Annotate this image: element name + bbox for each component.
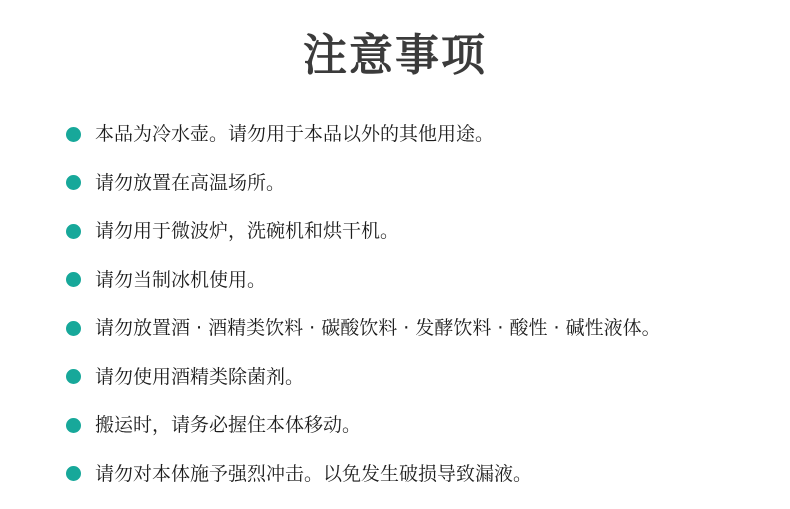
list-item — [66, 353, 780, 402]
notice-text: 请勿放置在高温场所。 — [95, 171, 286, 194]
page-title: 注意事项 — [303, 30, 487, 81]
notice-text: 请勿对本体施予强烈冲击。以免发生破损导致漏液。 — [95, 462, 533, 485]
notice-text: 本品为冷水壶。请勿用于本品以外的其他用途。 — [95, 123, 495, 146]
bullet-icon — [66, 418, 81, 433]
list-item — [66, 207, 780, 256]
bullet-icon — [66, 321, 81, 336]
notice-text: 请勿放置酒 · 酒精类饮料 · 碳酸饮料 · 发酵饮料 · 酸性 · 碱性液体。 — [95, 317, 661, 340]
notice-list — [66, 110, 780, 498]
list-item — [66, 304, 780, 353]
bullet-icon — [66, 272, 81, 287]
list-item — [66, 110, 780, 159]
bullet-icon — [66, 369, 81, 384]
notice-text: 搬运时，请务必握住本体移动。 — [95, 414, 362, 437]
list-item — [66, 256, 780, 305]
bullet-icon — [66, 224, 81, 239]
bullet-icon — [66, 127, 81, 142]
list-item — [66, 159, 780, 208]
list-item — [66, 401, 780, 450]
notice-text: 请勿用于微波炉，洗碗机和烘干机。 — [95, 220, 400, 243]
notice-text: 请勿当制冰机使用。 — [95, 268, 267, 291]
list-item — [66, 450, 780, 499]
bullet-icon — [66, 175, 81, 190]
bullet-icon — [66, 466, 81, 481]
notice-text: 请勿使用酒精类除菌剂。 — [95, 365, 305, 388]
